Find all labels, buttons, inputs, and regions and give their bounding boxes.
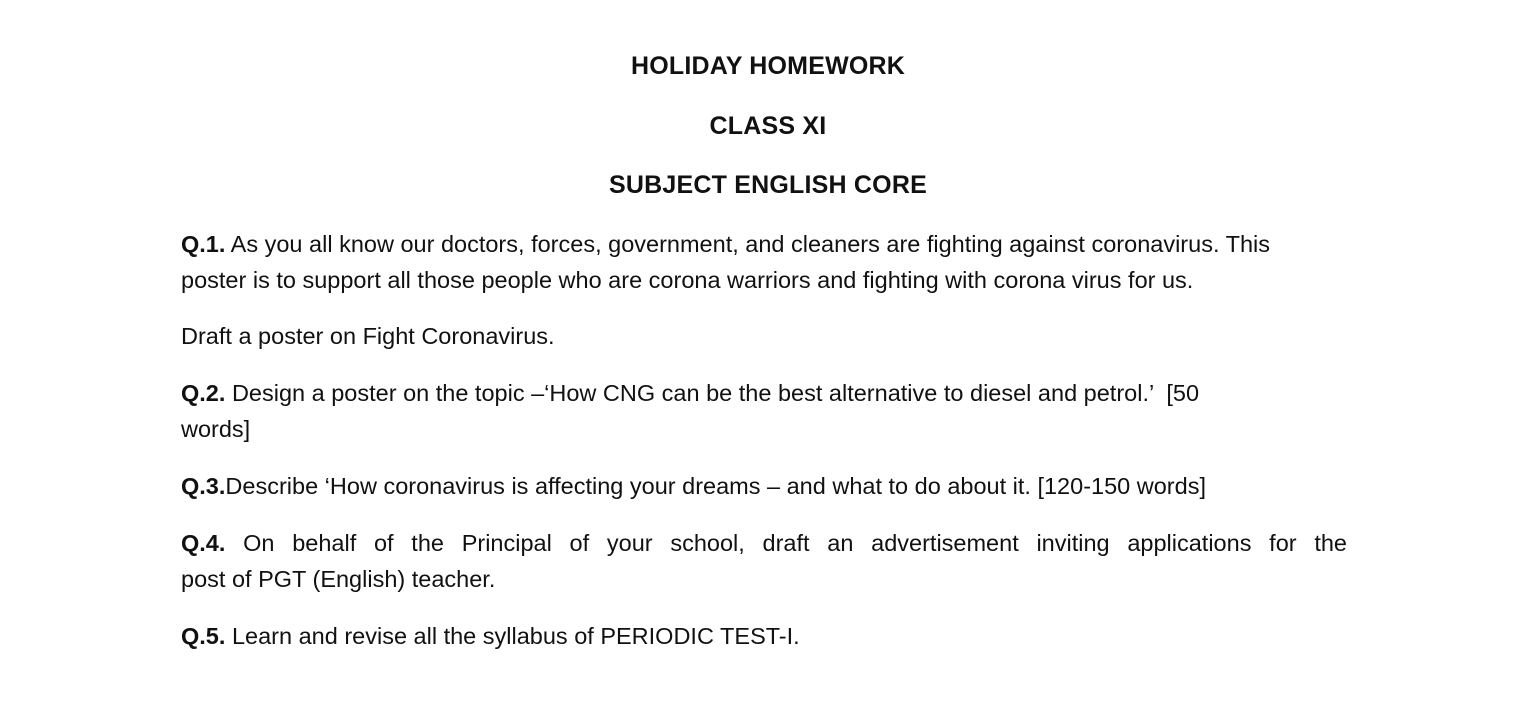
question-4-number: Q.4. <box>181 530 226 556</box>
question-4 <box>181 525 1347 597</box>
question-5-text: Learn and revise all the syllabus of PERIODIC TEST-I. <box>225 623 800 649</box>
document-title: HOLIDAY HOMEWORK <box>630 52 906 80</box>
question-2-text-2: words] <box>181 416 251 442</box>
question-5-line-1 <box>181 618 1351 654</box>
question-3-text: Describe ‘How coronavirus is affecting your dreams – and what to do about it. [120-150 words] <box>225 473 1206 499</box>
question-1-text-1: As you all know our doctors, forces, government, and cleaners are fighting against coronavirus. This <box>225 231 1270 257</box>
question-5-number: Q.5. <box>181 623 226 649</box>
question-1-text-2: poster is to support all those people who are corona warriors and fighting with corona virus for us. <box>181 267 1194 293</box>
question-4-line-1 <box>181 525 1347 561</box>
question-2-number: Q.2. <box>181 380 226 406</box>
subject-heading: SUBJECT ENGLISH CORE <box>609 171 927 199</box>
class-heading: CLASS XI <box>709 112 827 140</box>
question-1-line-1 <box>181 226 1351 262</box>
question-5 <box>181 618 1351 654</box>
question-3-line-1 <box>181 468 1351 504</box>
question-3 <box>181 468 1351 504</box>
question-1-followup: Draft a poster on Fight Coronavirus. <box>181 323 555 349</box>
question-2-line-1 <box>181 375 1351 411</box>
question-1 <box>181 226 1351 298</box>
question-2 <box>181 375 1351 447</box>
question-4-text-2: post of PGT (English) teacher. <box>181 566 496 592</box>
question-1-number: Q.1. <box>181 231 226 257</box>
question-4-text-1: On behalf of the Principal of your school, draft an advertisement inviting applications for the <box>225 530 1347 556</box>
question-3-number: Q.3. <box>181 473 226 499</box>
question-2-text-1: Design a poster on the topic –‘How CNG can be the best alternative to diesel and petrol.’ [50 <box>225 380 1200 406</box>
